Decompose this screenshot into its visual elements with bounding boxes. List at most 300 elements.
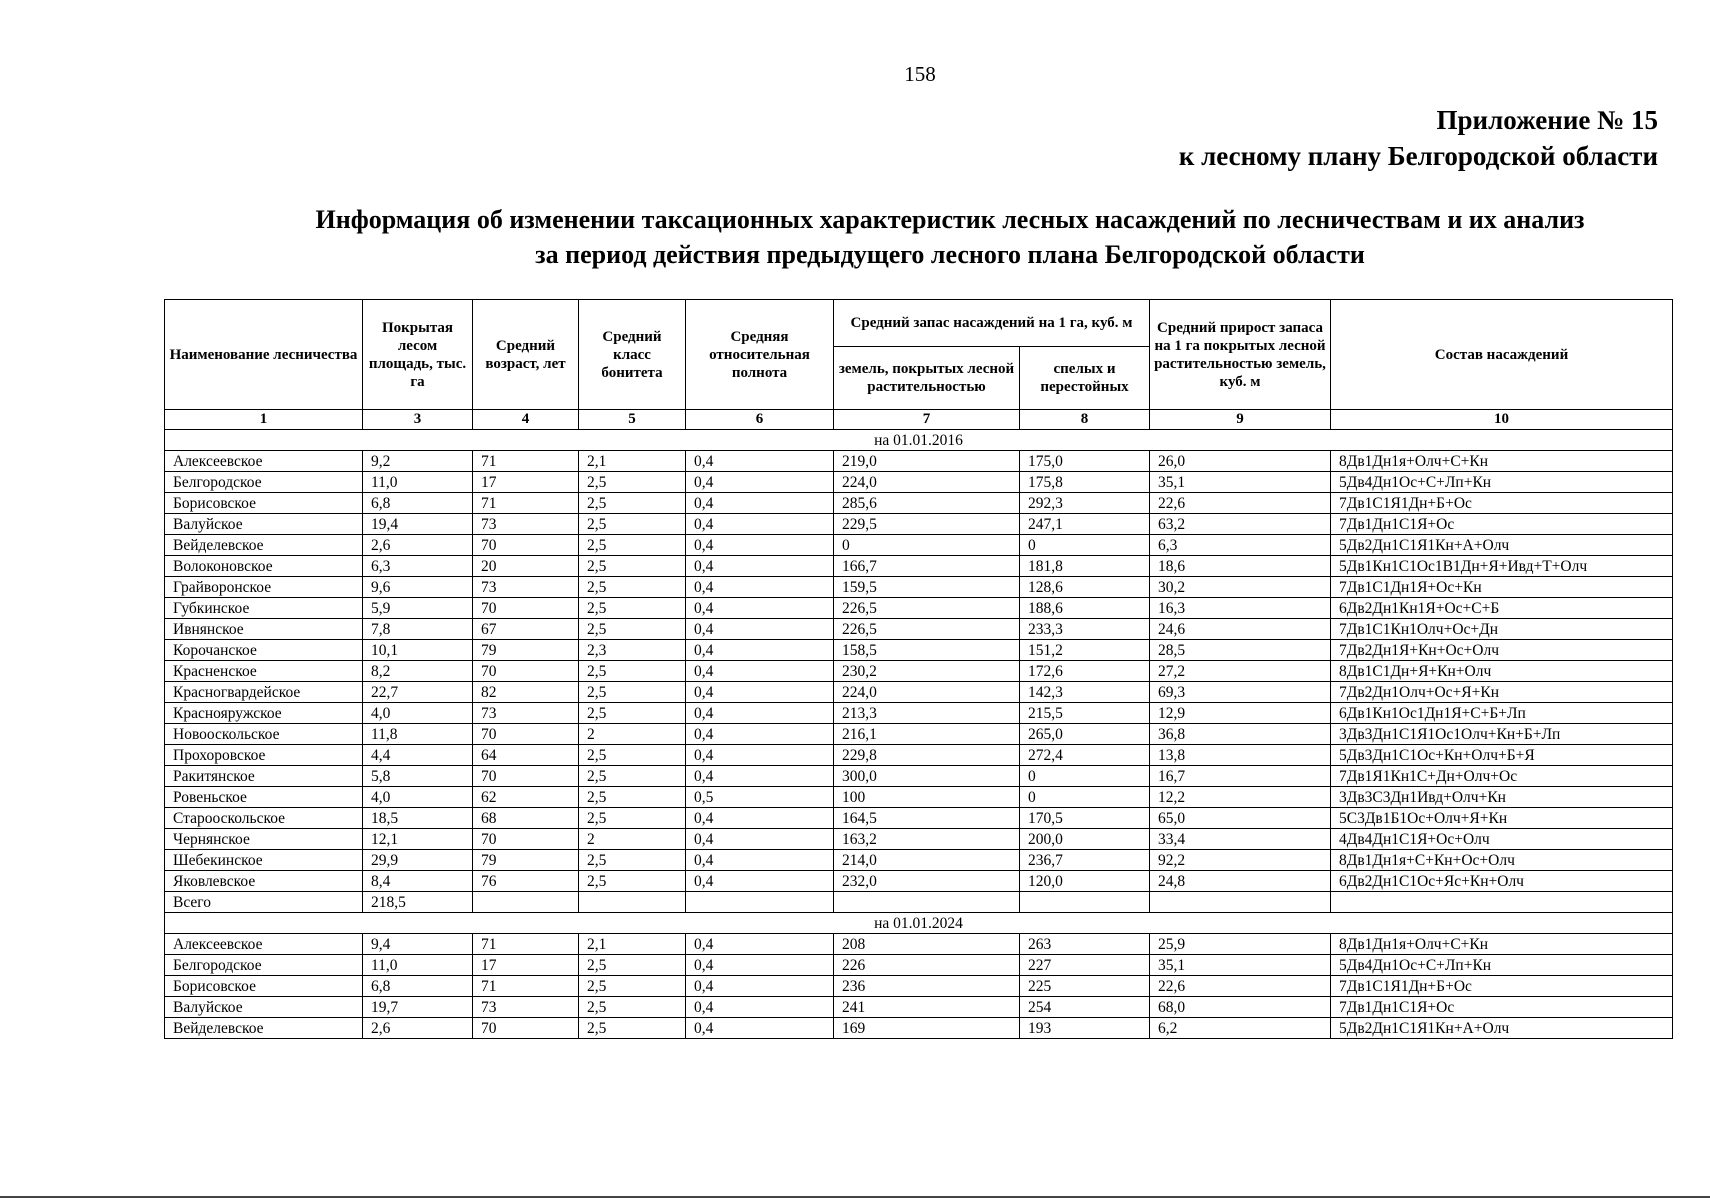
table-cell: 16,7	[1150, 766, 1331, 787]
table-cell: 142,3	[1020, 682, 1150, 703]
section-label: на 01.01.2016	[165, 430, 1673, 451]
table-cell: 232,0	[834, 871, 1020, 892]
column-number: 6	[686, 410, 834, 430]
table-cell: 28,5	[1150, 640, 1331, 661]
table-cell	[1150, 892, 1331, 913]
table-cell: 2,5	[579, 787, 686, 808]
table-cell: 71	[473, 934, 579, 955]
table-cell: Волоконовское	[165, 556, 363, 577]
table-cell: Ровеньское	[165, 787, 363, 808]
table-cell: 8Дв1Дн1я+Олч+С+Кн	[1331, 934, 1673, 955]
table-cell: Шебекинское	[165, 850, 363, 871]
table-cell	[1331, 892, 1673, 913]
table-cell: 8,4	[363, 871, 473, 892]
header-stock-mature: спелых и перестойных	[1020, 347, 1150, 410]
table-cell: Вейделевское	[165, 535, 363, 556]
table-row	[165, 871, 1673, 892]
table-cell: 2,5	[579, 808, 686, 829]
table-cell: Белгородское	[165, 955, 363, 976]
table-cell: 5Дв1Кн1С1Ос1В1Дн+Я+Ивд+Т+Олч	[1331, 556, 1673, 577]
table-cell: 216,1	[834, 724, 1020, 745]
table-cell: 225	[1020, 976, 1150, 997]
table-cell: 69,3	[1150, 682, 1331, 703]
table-cell: 35,1	[1150, 472, 1331, 493]
header-stock-covered: земель, покрытых лесной растительностью	[834, 347, 1020, 410]
table-cell: 6,3	[1150, 535, 1331, 556]
table-cell: 3Дв3Дн1С1Я1Ос1Олч+Кн+Б+Лп	[1331, 724, 1673, 745]
table-cell: Прохоровское	[165, 745, 363, 766]
table-cell: Всего	[165, 892, 363, 913]
table-cell: 70	[473, 766, 579, 787]
table-cell: 70	[473, 661, 579, 682]
table-cell: 82	[473, 682, 579, 703]
table-cell: 67	[473, 619, 579, 640]
table-cell: 2,5	[579, 535, 686, 556]
table-cell: 6Дв1Кн1Ос1Дн1Я+С+Б+Лп	[1331, 703, 1673, 724]
table-cell: 0,4	[686, 703, 834, 724]
table-cell: 9,4	[363, 934, 473, 955]
table-cell: 0,4	[686, 955, 834, 976]
table-cell: 79	[473, 640, 579, 661]
forest-characteristics-table	[164, 299, 1673, 1039]
section-row	[165, 430, 1673, 451]
table-cell: Грайворонское	[165, 577, 363, 598]
table-row	[165, 976, 1673, 997]
table-cell: 24,8	[1150, 871, 1331, 892]
table-cell: 254	[1020, 997, 1150, 1018]
table-cell: 11,0	[363, 472, 473, 493]
table-row	[165, 997, 1673, 1018]
table-cell: 22,7	[363, 682, 473, 703]
table-cell: 5Дв2Дн1С1Я1Кн+А+Олч	[1331, 1018, 1673, 1039]
table-cell: Алексеевское	[165, 451, 363, 472]
document-title-line-1: Информация об изменении таксационных характеристик лесных насаждений по лесничествам и их анализ	[315, 205, 1585, 234]
table-cell: 5,8	[363, 766, 473, 787]
section-label: на 01.01.2024	[165, 913, 1673, 934]
table-cell	[686, 892, 834, 913]
table-row	[165, 493, 1673, 514]
table-cell: 2,6	[363, 535, 473, 556]
table-cell: 92,2	[1150, 850, 1331, 871]
document-title	[230, 202, 1670, 272]
table-cell: 200,0	[1020, 829, 1150, 850]
table-cell: Чернянское	[165, 829, 363, 850]
table-cell: 70	[473, 535, 579, 556]
table-cell: 6Дв2Дн1С1Ос+Яс+Кн+Олч	[1331, 871, 1673, 892]
table-cell: 62	[473, 787, 579, 808]
table-cell: 4,4	[363, 745, 473, 766]
table-cell: 26,0	[1150, 451, 1331, 472]
table-row	[165, 598, 1673, 619]
table-cell: 0,4	[686, 829, 834, 850]
document-title-line-2: за период действия предыдущего лесного плана Белгородской области	[535, 240, 1365, 269]
table-cell: 247,1	[1020, 514, 1150, 535]
table-cell: 0,4	[686, 1018, 834, 1039]
table-cell: 263	[1020, 934, 1150, 955]
table-cell: 172,6	[1020, 661, 1150, 682]
table-cell: 0,4	[686, 556, 834, 577]
table-cell: 0,4	[686, 745, 834, 766]
table-cell: 0	[1020, 535, 1150, 556]
table-cell: 224,0	[834, 682, 1020, 703]
table-cell: Новооскольское	[165, 724, 363, 745]
table-cell: 19,7	[363, 997, 473, 1018]
table-cell: 68	[473, 808, 579, 829]
table-cell: Губкинское	[165, 598, 363, 619]
table-row	[165, 850, 1673, 871]
table-cell: 7Дв1С1Дн1Я+Ос+Кн	[1331, 577, 1673, 598]
table-cell	[579, 892, 686, 913]
table-row	[165, 787, 1673, 808]
table-cell: 2,5	[579, 514, 686, 535]
table-cell: 4Дв4Дн1С1Я+Ос+Олч	[1331, 829, 1673, 850]
table-cell: 8Дв1С1Дн+Я+Кн+Олч	[1331, 661, 1673, 682]
table-cell: 8,2	[363, 661, 473, 682]
table-cell: 208	[834, 934, 1020, 955]
table-cell: 7Дв1С1Я1Дн+Б+Ос	[1331, 493, 1673, 514]
table-cell: 7Дв2Дн1Олч+Ос+Я+Кн	[1331, 682, 1673, 703]
table-header	[165, 300, 1673, 430]
table-cell: 13,8	[1150, 745, 1331, 766]
table-cell: Яковлевское	[165, 871, 363, 892]
table-cell: 0,4	[686, 577, 834, 598]
table-cell: 5Дв3Дн1С1Ос+Кн+Олч+Б+Я	[1331, 745, 1673, 766]
table-cell: 292,3	[1020, 493, 1150, 514]
table-cell: 70	[473, 829, 579, 850]
table-cell: 6,8	[363, 976, 473, 997]
column-number-row	[165, 410, 1673, 430]
bottom-rule	[0, 1196, 1710, 1198]
table-cell: 35,1	[1150, 955, 1331, 976]
table-row	[165, 661, 1673, 682]
table-cell: 64	[473, 745, 579, 766]
table-cell: 236	[834, 976, 1020, 997]
table-cell: 215,5	[1020, 703, 1150, 724]
table-cell: Белгородское	[165, 472, 363, 493]
table-cell: 229,8	[834, 745, 1020, 766]
table-row	[165, 829, 1673, 850]
table-cell: 226	[834, 955, 1020, 976]
table-cell: 188,6	[1020, 598, 1150, 619]
table-cell: 76	[473, 871, 579, 892]
table-cell: 241	[834, 997, 1020, 1018]
table-cell: 27,2	[1150, 661, 1331, 682]
table-cell: 0,4	[686, 724, 834, 745]
table-cell: 2	[579, 829, 686, 850]
table-cell: 6,8	[363, 493, 473, 514]
table-cell: Валуйское	[165, 514, 363, 535]
table-cell: 100	[834, 787, 1020, 808]
table-cell: 7Дв1С1Кн1Олч+Ос+Дн	[1331, 619, 1673, 640]
table-cell: 12,1	[363, 829, 473, 850]
appendix-line-2: к лесному плану Белгородской области	[1178, 141, 1658, 171]
column-number: 3	[363, 410, 473, 430]
table-cell: 8Дв1Дн1я+С+Кн+Ос+Олч	[1331, 850, 1673, 871]
table-cell: 7Дв1Я1Кн1С+Дн+Олч+Ос	[1331, 766, 1673, 787]
table-cell: 12,2	[1150, 787, 1331, 808]
table-cell: 33,4	[1150, 829, 1331, 850]
header-name: Наименование лесничества	[165, 300, 363, 410]
table-row	[165, 472, 1673, 493]
table-cell: 30,2	[1150, 577, 1331, 598]
table-row	[165, 577, 1673, 598]
table-cell: 17	[473, 472, 579, 493]
table-cell: 2,5	[579, 472, 686, 493]
table-cell: 0,4	[686, 535, 834, 556]
table-cell: 7Дв1Дн1С1Я+Ос	[1331, 514, 1673, 535]
header-stock-group: Средний запас насаждений на 1 га, куб. м	[834, 300, 1150, 347]
table-cell: 2,5	[579, 766, 686, 787]
column-number: 8	[1020, 410, 1150, 430]
table-cell: 4,0	[363, 787, 473, 808]
table-row	[165, 640, 1673, 661]
table-cell: 169	[834, 1018, 1020, 1039]
table-cell: 70	[473, 1018, 579, 1039]
table-cell: 17	[473, 955, 579, 976]
table-cell: 11,0	[363, 955, 473, 976]
table-cell: 7Дв1Дн1С1Я+Ос	[1331, 997, 1673, 1018]
table-cell: 0	[1020, 787, 1150, 808]
table-cell: Ивнянское	[165, 619, 363, 640]
table-cell: 0,4	[686, 619, 834, 640]
table-cell: 9,2	[363, 451, 473, 472]
header-composition: Состав насаждений	[1331, 300, 1673, 410]
table-cell: 20	[473, 556, 579, 577]
table-cell: 0,4	[686, 598, 834, 619]
table-row	[165, 892, 1673, 913]
table-cell: 2,5	[579, 871, 686, 892]
table-cell: 6Дв2Дн1Кн1Я+Ос+С+Б	[1331, 598, 1673, 619]
table-cell: 70	[473, 598, 579, 619]
table-cell: 68,0	[1150, 997, 1331, 1018]
table-cell: 233,3	[1020, 619, 1150, 640]
table-cell: 0,4	[686, 514, 834, 535]
header-area: Покрытая лесом площадь, тыс. га	[363, 300, 473, 410]
table-cell: 29,9	[363, 850, 473, 871]
table-cell: 7Дв2Дн1Я+Кн+Ос+Олч	[1331, 640, 1673, 661]
table-cell: 0,4	[686, 766, 834, 787]
table-cell: 5,9	[363, 598, 473, 619]
table-cell: 36,8	[1150, 724, 1331, 745]
table-cell: 2,5	[579, 1018, 686, 1039]
table-cell: 120,0	[1020, 871, 1150, 892]
table-cell: 0,4	[686, 871, 834, 892]
table-cell: 2,5	[579, 619, 686, 640]
table-row	[165, 619, 1673, 640]
table-cell: 5Дв4Дн1Ос+С+Лп+Кн	[1331, 472, 1673, 493]
table-cell: 193	[1020, 1018, 1150, 1039]
table-cell: 4,0	[363, 703, 473, 724]
table-cell: 25,9	[1150, 934, 1331, 955]
table-cell: 2,5	[579, 682, 686, 703]
table-cell: 2,5	[579, 493, 686, 514]
table-cell: Краснояружское	[165, 703, 363, 724]
table-cell: 3Дв3С3Дн1Ивд+Олч+Кн	[1331, 787, 1673, 808]
table-cell: 18,6	[1150, 556, 1331, 577]
table-cell: 226,5	[834, 619, 1020, 640]
table-body	[165, 430, 1673, 1039]
table-cell: 0,4	[686, 472, 834, 493]
table-cell: Алексеевское	[165, 934, 363, 955]
table-cell: 226,5	[834, 598, 1020, 619]
table-cell: 218,5	[363, 892, 473, 913]
table-cell: 22,6	[1150, 976, 1331, 997]
table-cell: 2,6	[363, 1018, 473, 1039]
table-cell: 272,4	[1020, 745, 1150, 766]
table-row	[165, 766, 1673, 787]
table-cell: 0,4	[686, 850, 834, 871]
table-cell: 300,0	[834, 766, 1020, 787]
table-cell: Борисовское	[165, 493, 363, 514]
table-cell: 2,5	[579, 598, 686, 619]
table-cell: 164,5	[834, 808, 1020, 829]
table-row	[165, 535, 1673, 556]
table-cell: 2	[579, 724, 686, 745]
table-cell: 0,4	[686, 451, 834, 472]
table-cell: 71	[473, 976, 579, 997]
table-row	[165, 745, 1673, 766]
table-row	[165, 808, 1673, 829]
table-cell: 63,2	[1150, 514, 1331, 535]
table-cell: Старооскольское	[165, 808, 363, 829]
table-cell: 0,5	[686, 787, 834, 808]
table-cell: 166,7	[834, 556, 1020, 577]
table-cell: 0,4	[686, 682, 834, 703]
column-number: 5	[579, 410, 686, 430]
table-cell: 2,5	[579, 703, 686, 724]
table-cell: 2,1	[579, 934, 686, 955]
table-cell: 2,5	[579, 955, 686, 976]
table-row	[165, 556, 1673, 577]
table-cell: 73	[473, 703, 579, 724]
appendix-line-1: Приложение № 15	[1436, 105, 1658, 135]
table-cell: 213,3	[834, 703, 1020, 724]
table-cell: 2,1	[579, 451, 686, 472]
table-cell: 2,5	[579, 577, 686, 598]
table-cell: 224,0	[834, 472, 1020, 493]
column-number: 1	[165, 410, 363, 430]
table-cell: 236,7	[1020, 850, 1150, 871]
table-cell: 214,0	[834, 850, 1020, 871]
header-density: Средняя относительная полнота	[686, 300, 834, 410]
header-bonitet: Средний класс бонитета	[579, 300, 686, 410]
table-cell: 227	[1020, 955, 1150, 976]
table-cell: 163,2	[834, 829, 1020, 850]
column-number: 10	[1331, 410, 1673, 430]
page-number: 158	[904, 62, 936, 86]
table-cell: 11,8	[363, 724, 473, 745]
table-cell: 0	[834, 535, 1020, 556]
table-cell: 73	[473, 997, 579, 1018]
table-row	[165, 724, 1673, 745]
table-cell: 175,0	[1020, 451, 1150, 472]
table-cell: 16,3	[1150, 598, 1331, 619]
header-age: Средний возраст, лет	[473, 300, 579, 410]
table-cell: 6,3	[363, 556, 473, 577]
table-cell: 0,4	[686, 934, 834, 955]
table-cell: 159,5	[834, 577, 1020, 598]
section-row	[165, 913, 1673, 934]
table-cell	[834, 892, 1020, 913]
table-cell: 19,4	[363, 514, 473, 535]
table-cell: 265,0	[1020, 724, 1150, 745]
table-cell: 2,5	[579, 997, 686, 1018]
table-cell: 0,4	[686, 640, 834, 661]
table-cell: 0,4	[686, 808, 834, 829]
table-cell: 0,4	[686, 976, 834, 997]
table-cell: 71	[473, 451, 579, 472]
table-cell	[1020, 892, 1150, 913]
header-increment: Средний прирост запаса на 1 га покрытых лесной растительностью земель, куб. м	[1150, 300, 1331, 410]
table-cell: 5Дв4Дн1Ос+С+Лп+Кн	[1331, 955, 1673, 976]
table-cell: 2,5	[579, 661, 686, 682]
table-cell: 22,6	[1150, 493, 1331, 514]
table-row	[165, 1018, 1673, 1039]
table-row	[165, 955, 1673, 976]
table-cell: 229,5	[834, 514, 1020, 535]
table-cell: 79	[473, 850, 579, 871]
table-row	[165, 682, 1673, 703]
table-cell: 2,5	[579, 745, 686, 766]
table-cell: 181,8	[1020, 556, 1150, 577]
table-cell: Красненское	[165, 661, 363, 682]
table-cell: 285,6	[834, 493, 1020, 514]
table-cell: Борисовское	[165, 976, 363, 997]
table-cell: 128,6	[1020, 577, 1150, 598]
table-cell: 73	[473, 577, 579, 598]
table-cell: 0,4	[686, 661, 834, 682]
table-cell: 12,9	[1150, 703, 1331, 724]
table-cell: 65,0	[1150, 808, 1331, 829]
table-cell: Ракитянское	[165, 766, 363, 787]
table-row	[165, 703, 1673, 724]
table-cell: Красногвардейское	[165, 682, 363, 703]
table-cell: 9,6	[363, 577, 473, 598]
table-cell: Вейделевское	[165, 1018, 363, 1039]
table-cell: 7Дв1С1Я1Дн+Б+Ос	[1331, 976, 1673, 997]
table-cell: 158,5	[834, 640, 1020, 661]
table-cell: 230,2	[834, 661, 1020, 682]
table-cell: 73	[473, 514, 579, 535]
table-cell: 170,5	[1020, 808, 1150, 829]
table-cell: 5С3Дв1Б1Ос+Олч+Я+Кн	[1331, 808, 1673, 829]
table-cell: 8Дв1Дн1я+Олч+С+Кн	[1331, 451, 1673, 472]
table-cell: 70	[473, 724, 579, 745]
table-cell: 2,5	[579, 850, 686, 871]
table-cell: Корочанское	[165, 640, 363, 661]
table-cell: 6,2	[1150, 1018, 1331, 1039]
column-number: 9	[1150, 410, 1331, 430]
table-cell: 219,0	[834, 451, 1020, 472]
table-cell: 7,8	[363, 619, 473, 640]
table-cell: 0,4	[686, 493, 834, 514]
table-cell: 71	[473, 493, 579, 514]
table-cell: 24,6	[1150, 619, 1331, 640]
table-cell: 5Дв2Дн1С1Я1Кн+А+Олч	[1331, 535, 1673, 556]
column-number: 7	[834, 410, 1020, 430]
appendix-heading	[1179, 102, 1658, 174]
table-cell: 151,2	[1020, 640, 1150, 661]
table-cell: 2,5	[579, 556, 686, 577]
table-row	[165, 451, 1673, 472]
table-cell: 2,3	[579, 640, 686, 661]
table-cell: 0	[1020, 766, 1150, 787]
table-cell: 175,8	[1020, 472, 1150, 493]
table-cell: Валуйское	[165, 997, 363, 1018]
table-cell: 18,5	[363, 808, 473, 829]
table-cell: 2,5	[579, 976, 686, 997]
table-row	[165, 934, 1673, 955]
